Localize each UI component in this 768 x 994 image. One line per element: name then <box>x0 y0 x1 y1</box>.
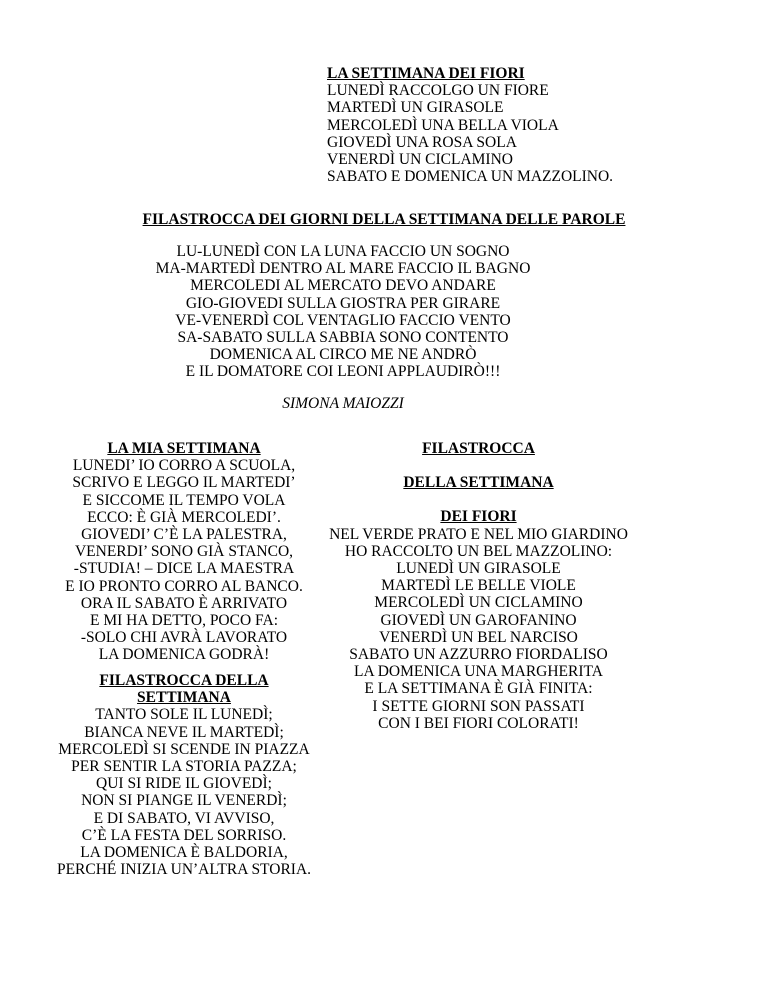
poem-line: E IL DOMATORE COI LEONI APPLAUDIRÒ!!! <box>185 363 501 381</box>
poem-title: DEI FIORI <box>440 508 517 526</box>
poem-giorni-settimana-parole <box>0 243 686 381</box>
spacer <box>317 491 640 508</box>
poem-line: ECCO: È GIÀ MERCOLEDI’. <box>87 508 281 526</box>
poem-giorni-title-block <box>0 211 768 228</box>
poem-title: LA MIA SETTIMANA <box>107 440 261 457</box>
poem-settimana-dei-fiori <box>327 65 613 185</box>
poem-line: NEL VERDE PRATO E NEL MIO GIARDINO <box>329 525 628 543</box>
spacer <box>317 457 640 474</box>
poem-line: LUNEDI’ IO CORRO A SCUOLA, <box>72 457 296 475</box>
poem-line: GIOVEDÌ UN GAROFANINO <box>380 611 577 629</box>
poem-line: MARTEDÌ UN GIRASOLE <box>327 99 504 117</box>
poem-filastrocca-della-settimana <box>48 672 320 878</box>
poem-line: VENERDÌ UN BEL NARCISO <box>379 628 578 646</box>
poem-line: GIOVEDÌ UNA ROSA SOLA <box>327 133 517 151</box>
poem-title: FILASTROCCA DEI GIORNI DELLA SETTIMANA DELLE PAROLE <box>142 211 626 228</box>
poem-title: FILASTROCCA DELLA <box>99 672 269 689</box>
poem-line: -STUDIA! – DICE LA MAESTRA <box>73 560 295 578</box>
poem-line: E DI SABATO, VI AVVISO, <box>93 809 275 827</box>
poem-title: DELLA SETTIMANA <box>403 474 554 492</box>
poem-line: BIANCA NEVE IL MARTEDÌ; <box>84 723 284 741</box>
poem-line: QUI SI RIDE IL GIOVEDÌ; <box>96 775 272 793</box>
poem-line: MERCOLEDI AL MERCATO DEVO ANDARE <box>190 277 496 295</box>
poem-line: PER SENTIR LA STORIA PAZZA; <box>71 758 297 776</box>
poem-line: MERCOLEDÌ UNA BELLA VIOLA <box>327 116 559 134</box>
poem-line: HO RACCOLTO UN BEL MAZZOLINO: <box>344 542 613 560</box>
poem-line: C’È LA FESTA DEL SORRISO. <box>81 826 287 844</box>
poem-line: CON I BEI FIORI COLORATI! <box>378 714 579 732</box>
poem-line: SABATO UN AZZURRO FIORDALISO <box>349 646 608 664</box>
poem-line: I SETTE GIORNI SON PASSATI <box>372 697 585 715</box>
poem-line: MERCOLEDÌ UN CICLAMINO <box>374 594 583 612</box>
poem-line: E MI HA DETTO, POCO FA: <box>89 612 279 630</box>
poem-line: GIO-GIOVEDI SULLA GIOSTRA PER GIRARE <box>185 294 501 312</box>
poem-line: LA DOMENICA È BALDORIA, <box>80 844 288 862</box>
poem-line: MERCOLEDÌ SI SCENDE IN PIAZZA <box>58 740 310 758</box>
author-name: SIMONA MAIOZZI <box>282 395 404 412</box>
poem-author <box>0 395 686 412</box>
poem-la-mia-settimana <box>48 440 320 664</box>
poem-filastrocca-settimana-dei-fiori <box>317 440 640 732</box>
poem-line: SABATO E DOMENICA UN MAZZOLINO. <box>327 168 614 186</box>
poem-line: LA DOMENICA UNA MARGHERITA <box>354 663 603 681</box>
poem-line: LUNEDÌ UN GIRASOLE <box>396 560 561 578</box>
poem-line: VE-VENERDÌ COL VENTAGLIO FACCIO VENTO <box>175 311 511 329</box>
poem-line: E SICCOME IL TEMPO VOLA <box>82 491 286 509</box>
poem-line: GIOVEDI’ C’È LA PALESTRA, <box>81 526 287 544</box>
poem-title: SETTIMANA <box>137 689 231 707</box>
poem-line: VENERDÌ UN CICLAMINO <box>327 151 513 169</box>
poem-line: TANTO SOLE IL LUNEDÌ; <box>95 706 273 724</box>
poem-line: VENERDI’ SONO GIÀ STANCO, <box>74 543 294 561</box>
poem-line: ORA IL SABATO È ARRIVATO <box>80 594 288 612</box>
poem-line: E IO PRONTO CORRO AL BANCO. <box>65 577 303 595</box>
poem-line: MARTEDÌ LE BELLE VIOLE <box>381 577 576 595</box>
poem-line: E LA SETTIMANA È GIÀ FINITA: <box>364 680 593 698</box>
poem-line: NON SI PIANGE IL VENERDÌ; <box>81 792 287 810</box>
poem-line: LU-LUNEDÌ CON LA LUNA FACCIO UN SOGNO <box>176 243 510 260</box>
poem-title: FILASTROCCA <box>422 440 535 457</box>
poem-line: SA-SABATO SULLA SABBIA SONO CONTENTO <box>177 329 509 347</box>
poem-line: LUNEDÌ RACCOLGO UN FIORE <box>327 82 549 100</box>
poem-title: LA SETTIMANA DEI FIORI <box>327 65 525 82</box>
poem-line: DOMENICA AL CIRCO ME NE ANDRÒ <box>209 346 477 364</box>
poem-line: PERCHÉ INIZIA UN’ALTRA STORIA. <box>56 861 312 879</box>
poem-line: MA-MARTEDÌ DENTRO AL MARE FACCIO IL BAGNO <box>155 260 531 278</box>
poem-line: LA DOMENICA GODRÀ! <box>98 646 270 664</box>
poem-line: SCRIVO E LEGGO IL MARTEDI’ <box>72 474 296 492</box>
poem-line: -SOLO CHI AVRÀ LAVORATO <box>80 629 288 647</box>
